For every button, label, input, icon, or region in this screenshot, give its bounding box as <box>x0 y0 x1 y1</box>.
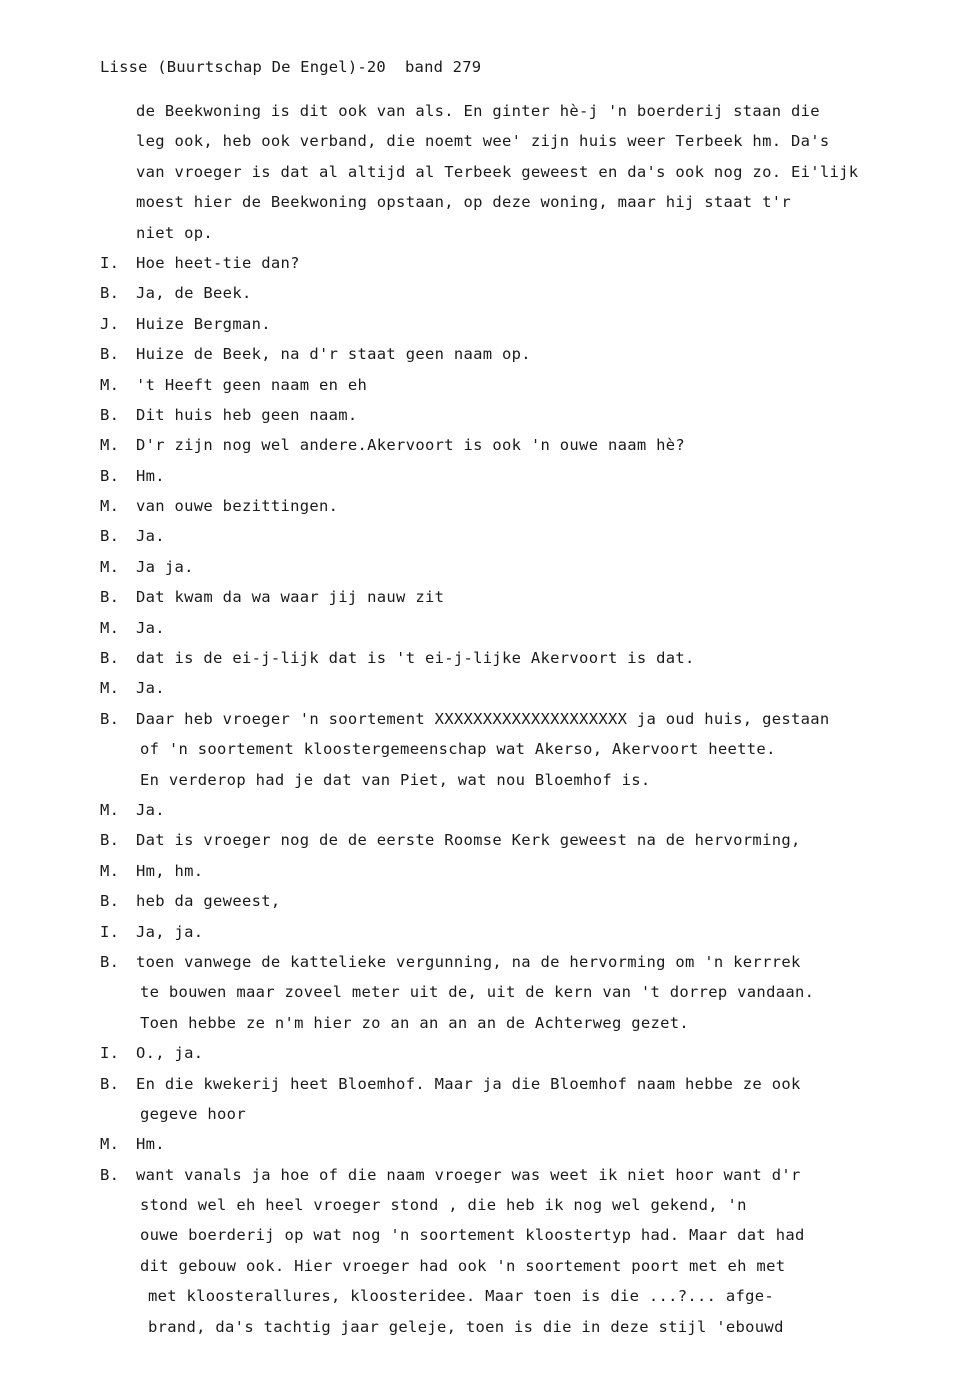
line-text: Hoe heet-tie dan? <box>136 253 300 272</box>
transcript-line <box>100 795 940 825</box>
line-text: de Beekwoning is dit ook van als. En ginter hè-j 'n boerderij staan die <box>136 102 820 120</box>
speaker-label: B. <box>100 284 120 303</box>
speaker-label: M. <box>100 557 120 576</box>
transcript-body <box>100 96 940 1342</box>
line-text: Daar heb vroeger 'n soortement XXXXXXXXXXXXXXXXXXXX ja oud huis, gestaan <box>136 709 830 728</box>
line-text: met kloosterallures, kloosteridee. Maar toen is die ...?... afge- <box>148 1287 775 1306</box>
transcript-line <box>100 825 940 855</box>
transcript-line <box>100 613 940 643</box>
transcript-line <box>100 430 940 460</box>
speaker-label: M. <box>100 497 120 516</box>
line-text: niet op. <box>136 223 214 242</box>
transcript-line <box>100 400 940 430</box>
line-text: Ja. <box>136 679 165 698</box>
line-text: moest hier de Beekwoning opstaan, op deze woning, maar hij staat t'r <box>136 193 791 212</box>
line-text: dat is de ei-j-lijk dat is 't ei-j-lijke Akervoort is dat. <box>136 649 695 668</box>
speaker-label: B. <box>100 345 120 364</box>
line-text: toen vanwege de kattelieke vergunning, na de hervorming om 'n kerrrek <box>136 952 801 971</box>
transcript-line <box>100 673 940 703</box>
speaker-label: M. <box>100 861 120 880</box>
transcript-line <box>100 96 940 126</box>
transcript-line <box>100 582 940 612</box>
speaker-label: B. <box>100 466 120 485</box>
line-text: of 'n soortement kloostergemeenschap wat Akerso, Akervoort heette. <box>140 740 776 759</box>
line-text: Ja, ja. <box>136 922 204 941</box>
line-text: Ja. <box>136 618 165 637</box>
speaker-label: M. <box>100 1135 120 1154</box>
line-text: Ja ja. <box>136 557 194 576</box>
speaker-label: M. <box>100 800 120 819</box>
speaker-label: B. <box>100 831 120 850</box>
line-text: heb da geweest, <box>136 892 281 911</box>
line-text: te bouwen maar zoveel meter uit de, uit de kern van 't dorrep vandaan. <box>140 983 815 1002</box>
speaker-label: M. <box>100 436 120 455</box>
transcript-line <box>100 947 940 977</box>
transcript-line <box>100 461 940 491</box>
line-text: O., ja. <box>136 1044 204 1063</box>
line-text: leg ook, heb ook verband, die noemt wee' zijn huis weer Terbeek hm. Da's <box>136 132 830 151</box>
speaker-label: B. <box>100 709 120 728</box>
transcript-line <box>100 643 940 673</box>
transcript-line <box>100 126 940 156</box>
line-text: Ja. <box>136 527 165 546</box>
line-text: Hm. <box>136 1135 165 1154</box>
speaker-label: M. <box>100 618 120 637</box>
line-text: ouwe boerderij op wat nog 'n soortement kloostertyp had. Maar dat had <box>140 1226 805 1245</box>
line-text: dit gebouw ook. Hier vroeger had ook 'n soortement poort met eh met <box>140 1256 786 1275</box>
transcript-line <box>100 1190 940 1220</box>
transcript-line <box>100 977 940 1007</box>
line-text: Toen hebbe ze n'm hier zo an an an an de Achterweg gezet. <box>140 1013 690 1032</box>
speaker-label: B. <box>100 527 120 546</box>
line-text: Dat is vroeger nog de de eerste Roomse Kerk geweest na de hervorming, <box>136 831 801 850</box>
transcript-line <box>100 1038 940 1068</box>
line-text: van vroeger is dat al altijd al Terbeek geweest en da's ook nog zo. Ei'lijk <box>136 162 859 181</box>
transcript-line <box>100 552 940 582</box>
line-text: Hm, hm. <box>136 861 204 880</box>
line-text: gegeve hoor <box>140 1104 246 1123</box>
page-header: Lisse (Buurtschap De Engel)-20 band 279 <box>100 58 482 76</box>
transcript-line <box>100 309 940 339</box>
speaker-label: B. <box>100 649 120 668</box>
transcript-line <box>100 1281 940 1311</box>
speaker-label: I. <box>100 922 120 941</box>
transcript-line <box>100 187 940 217</box>
speaker-label: I. <box>100 253 120 272</box>
transcript-line <box>100 278 940 308</box>
speaker-label: M. <box>100 375 120 394</box>
line-text: Huize Bergman. <box>136 314 271 333</box>
transcript-line <box>100 1129 940 1159</box>
line-text: want vanals ja hoe of die naam vroeger was weet ik niet hoor want d'r <box>136 1165 801 1184</box>
transcript-line <box>100 704 940 734</box>
speaker-label: I. <box>100 1044 120 1063</box>
transcript-line <box>100 917 940 947</box>
line-text: brand, da's tachtig jaar geleje, toen is die in deze stijl 'ebouwd <box>148 1317 784 1336</box>
transcript-line <box>100 248 940 278</box>
speaker-label: B. <box>100 952 120 971</box>
transcript-line <box>100 521 940 551</box>
speaker-label: M. <box>100 679 120 698</box>
line-text: Hm. <box>136 466 165 485</box>
transcript-line <box>100 765 940 795</box>
transcript-line <box>100 1069 940 1099</box>
transcript-line <box>100 1220 940 1250</box>
line-text: Ja, de Beek. <box>136 284 252 303</box>
line-text: Huize de Beek, na d'r staat geen naam op. <box>136 345 531 364</box>
speaker-label: B. <box>100 1074 120 1093</box>
transcript-line <box>100 370 940 400</box>
transcript-line <box>100 218 940 248</box>
line-text: Ja. <box>136 800 165 819</box>
transcript-line <box>100 1251 940 1281</box>
line-text: van ouwe bezittingen. <box>136 497 339 516</box>
transcript-line <box>100 1099 940 1129</box>
transcript-line <box>100 339 940 369</box>
line-text: En verderop had je dat van Piet, wat nou Bloemhof is. <box>140 770 651 789</box>
transcript-line <box>100 856 940 886</box>
speaker-label: B. <box>100 588 120 607</box>
line-text: D'r zijn nog wel andere.Akervoort is ook 'n ouwe naam hè? <box>136 436 686 455</box>
speaker-label: J. <box>100 314 120 333</box>
speaker-label: B. <box>100 892 120 911</box>
transcript-line <box>100 491 940 521</box>
transcript-line <box>100 886 940 916</box>
line-text: Dat kwam da wa waar jij nauw zit <box>136 588 445 607</box>
transcript-line <box>100 1008 940 1038</box>
transcript-line <box>100 1312 940 1342</box>
transcript-line <box>100 734 940 764</box>
line-text: Dit huis heb geen naam. <box>136 405 358 424</box>
line-text: En die kwekerij heet Bloemhof. Maar ja die Bloemhof naam hebbe ze ook <box>136 1074 801 1093</box>
speaker-label: B. <box>100 405 120 424</box>
transcript-line <box>100 157 940 187</box>
line-text: stond wel eh heel vroeger stond , die heb ik nog wel gekend, 'n <box>140 1196 747 1215</box>
transcript-line <box>100 1160 940 1190</box>
line-text: 't Heeft geen naam en eh <box>136 375 368 394</box>
speaker-label: B. <box>100 1165 120 1184</box>
